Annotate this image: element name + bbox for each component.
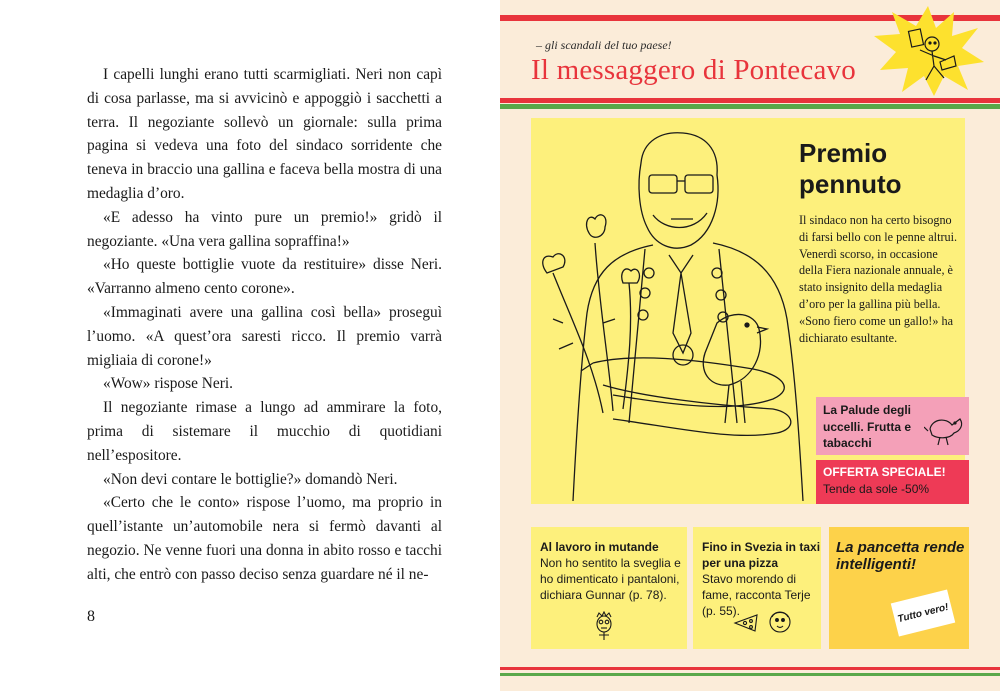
story-paragraph: «Immaginati avere una gallina così bella» proseguì l’uomo. «A quest’ora saresti ricco. Il premio varrà migliaia di corone!» <box>87 303 442 369</box>
bottom-red-stripe <box>500 667 1000 670</box>
brief-pizza <box>693 527 821 649</box>
story-paragraph: «Wow» rispose Neri. <box>103 375 233 393</box>
starburst-shape <box>874 6 984 96</box>
special-offer-title: OFFERTA SPECIALE! <box>823 465 946 479</box>
story-paragraph: «Ho queste bottiglie vuote da restituire» disse Neri. «Varranno almeno cento corone». <box>87 256 442 298</box>
crossed-arms <box>593 358 791 436</box>
mayor-with-hen-illustration <box>533 123 823 501</box>
story-paragraph: «Certo che le conto» rispose l’uomo, ma proprio in quell’istante un’automobile nera si fermò davanti al negozio. Ne venne fuori una donna in abito rosso e tacchi alti, che entrò con passo deciso senza guardare né il ne- <box>87 494 442 583</box>
newspaper-title: Il messaggero di Pontecavo <box>531 54 856 86</box>
mid-red-stripe <box>500 98 1000 103</box>
newspaper-page <box>500 0 1000 691</box>
page-number: 8 <box>87 608 95 625</box>
mid-green-stripe <box>500 104 1000 109</box>
story-paragraph: I capelli lunghi erano tutti scarmigliati. Neri non capì di cosa parlasse, ma si avvicinò e appoggiò i sacchetti a terra. Il negoziante sollevò un giornale: sulla prima pagina si vedeva una foto del sindaco sorridente che teneva in braccio una gallina e faceva bella mostra di una medaglia d’oro. <box>87 66 442 202</box>
true-story-stamp: Tutto vero! <box>891 589 956 636</box>
bottom-green-stripe <box>500 673 1000 676</box>
headline: Premio pennuto <box>799 138 902 199</box>
story-paragraph: «Non devi contare le bottiglie?» domandò Neri. <box>103 470 398 488</box>
brief-title: Al lavoro in mutande <box>540 540 659 554</box>
shop-ad-text: La Palude degli uccelli. Frutta e tabacchi <box>823 403 912 450</box>
man-face-icon <box>593 611 615 641</box>
mayor-body <box>573 243 803 501</box>
special-offer-body: Tende da sole -50% <box>823 482 930 496</box>
story-paragraph: Il negoziante rimase a lungo ad ammirare la foto, prima di sistemare il mucchio di quotidiani nell’espositore. <box>87 399 442 464</box>
bird-icon <box>924 407 966 447</box>
mayor-head <box>639 133 718 248</box>
shop-ad <box>816 397 969 455</box>
boy-face-icon <box>767 609 793 635</box>
pizza-slice-icon <box>733 611 759 635</box>
flower-bouquet <box>543 215 640 413</box>
special-offer-ad <box>816 460 969 504</box>
bacon-headline: La pancetta rende intelligenti! <box>836 539 965 573</box>
story-text <box>87 63 442 587</box>
newspaper-tagline: – gli scandali del tuo paese! <box>536 38 672 52</box>
brief-body: Stavo morendo di fame, racconta Terje (p. 55). <box>702 572 811 618</box>
article-body: Il sindaco non ha certo bisogno di farsi bello con le penne altrui. Venerdì scorso, in occasione della Fiera nazionale annuale, è stato insignito della medaglia d’oro per la gallina più bella. «Sono fiero come un gallo!» ha dichiarato esultante. <box>799 213 958 345</box>
brief-underwear <box>531 527 687 649</box>
story-paragraph: «E adesso ha vinto pure un premio!» gridò il negoziante. «Una vera gallina sopraffina!» <box>87 208 442 250</box>
brief-body: Non ho sentito la sveglia e ho dimenticato i pantaloni, dichiara Gunnar (p. 78). <box>540 556 681 602</box>
brief-title: Fino in Svezia in taxi per una pizza <box>702 540 821 570</box>
starburst-badge <box>870 4 986 98</box>
